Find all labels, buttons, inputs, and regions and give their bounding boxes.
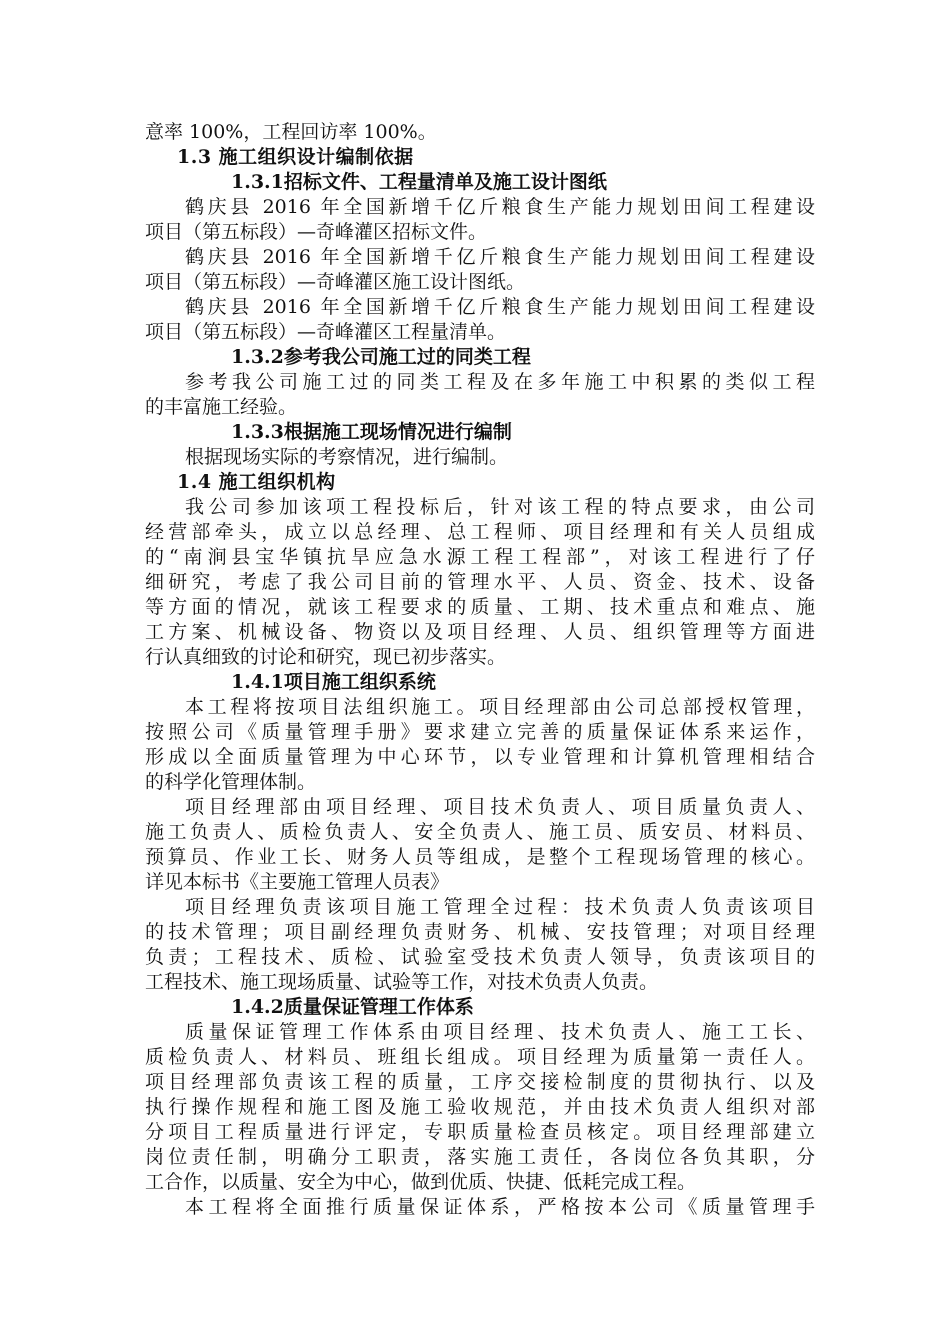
paragraph-last-line: 行认真细致的讨论和研究，现已初步落实。 [145, 646, 507, 668]
paragraph-first-line: 鹤庆县 2016 年全国新增千亿斤粮食生产能力规划田间工程建设 [185, 196, 815, 218]
paragraph-last-line: 项目（第五标段）—奇峰灌区工程量清单。 [145, 321, 507, 343]
paragraph-line: 工方案、机械设备、物资以及项目经理、人员、组织管理等方面进 [145, 621, 815, 643]
paragraph-last-line: 项目（第五标段）—奇峰灌区施工设计图纸。 [145, 271, 526, 293]
paragraph-line: 细研究，考虑了我公司目前的管理水平、人员、资金、技术、设备 [145, 571, 815, 593]
subsection-heading: 1.3.1招标文件、工程量清单及施工设计图纸 [231, 171, 607, 193]
paragraph-line: 项目经理部负责该工程的质量，工序交接检制度的贯彻执行、以及 [145, 1071, 815, 1093]
paragraph-last-line: 工程技术、施工现场质量、试验等工作，对技术负责人负责。 [145, 971, 659, 993]
paragraph-first-line: 参考我公司施工过的同类工程及在多年施工中积累的类似工程 [185, 371, 815, 393]
paragraph-line: 分项目工程质量进行评定，专职质量检查员核定。项目经理部建立 [145, 1121, 815, 1143]
paragraph-last-line: 工合作，以质量、安全为中心，做到优质、快捷、低耗完成工程。 [145, 1171, 697, 1193]
paragraph-last-line: 意率 100%，工程回访率 100%。 [145, 121, 437, 143]
paragraph-first-line: 鹤庆县 2016 年全国新增千亿斤粮食生产能力规划田间工程建设 [185, 296, 815, 318]
subsection-heading: 1.4.2质量保证管理工作体系 [231, 996, 474, 1018]
paragraph-last-line: 项目（第五标段）—奇峰灌区招标文件。 [145, 221, 488, 243]
paragraph-line: 按照公司《质量管理手册》要求建立完善的质量保证体系来运作， [145, 721, 815, 743]
paragraph-line: 根据现场实际的考察情况，进行编制。 [185, 446, 509, 468]
paragraph-line: 形成以全面质量管理为中心环节，以专业管理和计算机管理相结合 [145, 746, 815, 768]
paragraph-first-line: 质量保证管理工作体系由项目经理、技术负责人、施工工长、 [185, 1021, 815, 1043]
paragraph-line: 经营部牵头，成立以总经理、总工程师、项目经理和有关人员组成 [145, 521, 815, 543]
paragraph-line: 等方面的情况，就该工程要求的质量、工期、技术重点和难点、施 [145, 596, 815, 618]
section-heading: 1.4 施工组织机构 [177, 471, 336, 493]
subsection-heading: 1.4.1项目施工组织系统 [231, 671, 436, 693]
paragraph-line: 施工负责人、质检负责人、安全负责人、施工员、质安员、材料员、 [145, 821, 815, 843]
paragraph-first-line: 项目经理负责该项目施工管理全过程：技术负责人负责该项目 [185, 896, 815, 918]
document-page [145, 120, 815, 1220]
paragraph-first-line: 本工程将按项目法组织施工。项目经理部由公司总部授权管理， [185, 696, 815, 718]
paragraph-line: 岗位责任制，明确分工职责，落实施工责任，各岗位各负其职，分 [145, 1146, 815, 1168]
paragraph-first-line: 鹤庆县 2016 年全国新增千亿斤粮食生产能力规划田间工程建设 [185, 246, 815, 268]
paragraph-line: 预算员、作业工长、财务人员等组成，是整个工程现场管理的核心。 [145, 846, 815, 868]
subsection-heading: 1.3.2参考我公司施工过的同类工程 [231, 346, 531, 368]
paragraph-line: 执行操作规程和施工图及施工验收规范，并由技术负责人组织对部 [145, 1096, 815, 1118]
paragraph-line: 的技术管理；项目副经理负责财务、机械、安技管理；对项目经理 [145, 921, 815, 943]
paragraph-last-line: 的科学化管理体制。 [145, 771, 317, 793]
paragraph-line: 负责；工程技术、质检、试验室受技术负责人领导，负责该项目的 [145, 946, 815, 968]
subsection-heading: 1.3.3根据施工现场情况进行编制 [231, 421, 512, 443]
section-heading: 1.3 施工组织设计编制依据 [177, 146, 414, 168]
paragraph-first-line: 我公司参加该项工程投标后，针对该工程的特点要求，由公司 [185, 496, 815, 518]
paragraph-first-line: 项目经理部由项目经理、项目技术负责人、项目质量负责人、 [185, 796, 815, 818]
paragraph-first-line: 本工程将全面推行质量保证体系，严格按本公司《质量管理手 [185, 1196, 815, 1218]
paragraph-last-line: 的丰富施工经验。 [145, 396, 298, 418]
paragraph-line: 的“南涧县宝华镇抗旱应急水源工程工程部”，对该工程进行了仔 [145, 546, 815, 568]
paragraph-last-line: 详见本标书《主要施工管理人员表》 [145, 871, 450, 893]
paragraph-line: 质检负责人、材料员、班组长组成。项目经理为质量第一责任人。 [145, 1046, 815, 1068]
